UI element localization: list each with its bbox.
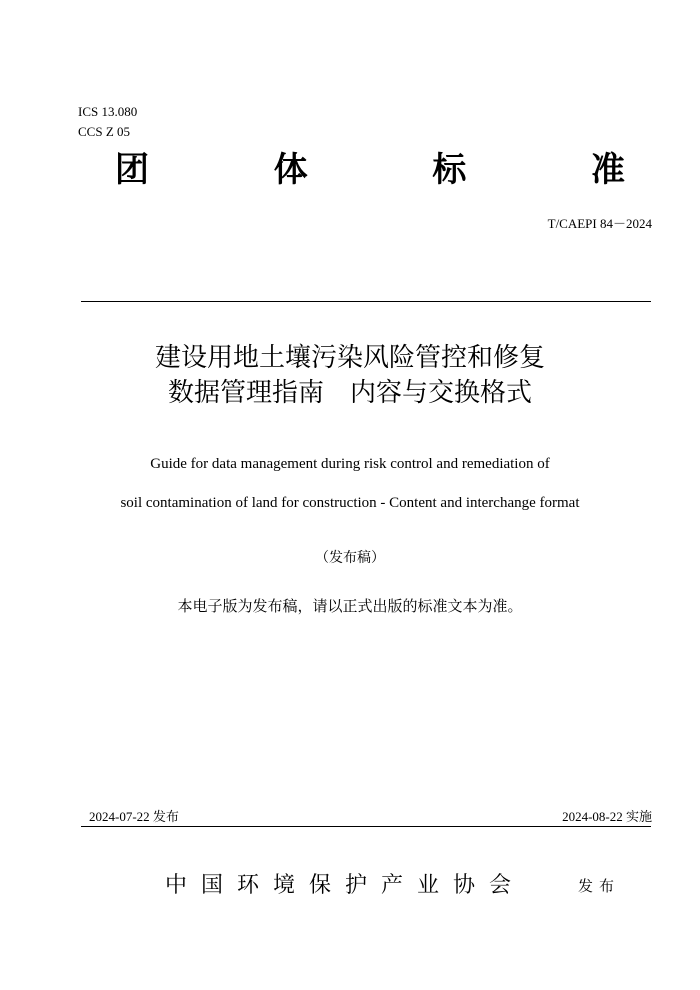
chinese-title-line-1: 建设用地土壤污染风险管控和修复 [154,343,545,373]
ccs-code: CCS Z 05 [78,124,131,139]
implementation-date: 2024-08-22 实施 [562,809,652,824]
chinese-title-line-2: 数据管理指南 内容与交换格式 [167,378,532,408]
document-type-heading [115,150,625,190]
english-title-line-2: soil contamination of land for construction - Content and interchange format [120,495,580,511]
issue-date: 2024-07-22 发布 [89,809,179,824]
ics-code: ICS 13.080 [78,104,138,119]
english-title [0,454,700,513]
edition-notice: 本电子版为发布稿，请以正式出版的标准文本为准。 [177,597,523,615]
release-stage-label: （发布稿） [315,550,385,566]
doc-type-char: 标 [432,150,467,190]
doc-type-char: 体 [273,150,308,190]
standard-code: T/CAEPI 84－2024 [547,216,652,231]
english-title-line-1: Guide for data management during risk control and remediation of [150,456,550,472]
publisher-suffix: 发布 [578,877,621,895]
publisher-name: 中国环境保护产业协会 [165,873,526,898]
doc-type-char: 团 [115,150,149,190]
chinese-title [0,341,700,411]
doc-type-char: 准 [590,150,625,190]
top-divider [81,301,651,302]
bottom-divider [81,826,651,827]
